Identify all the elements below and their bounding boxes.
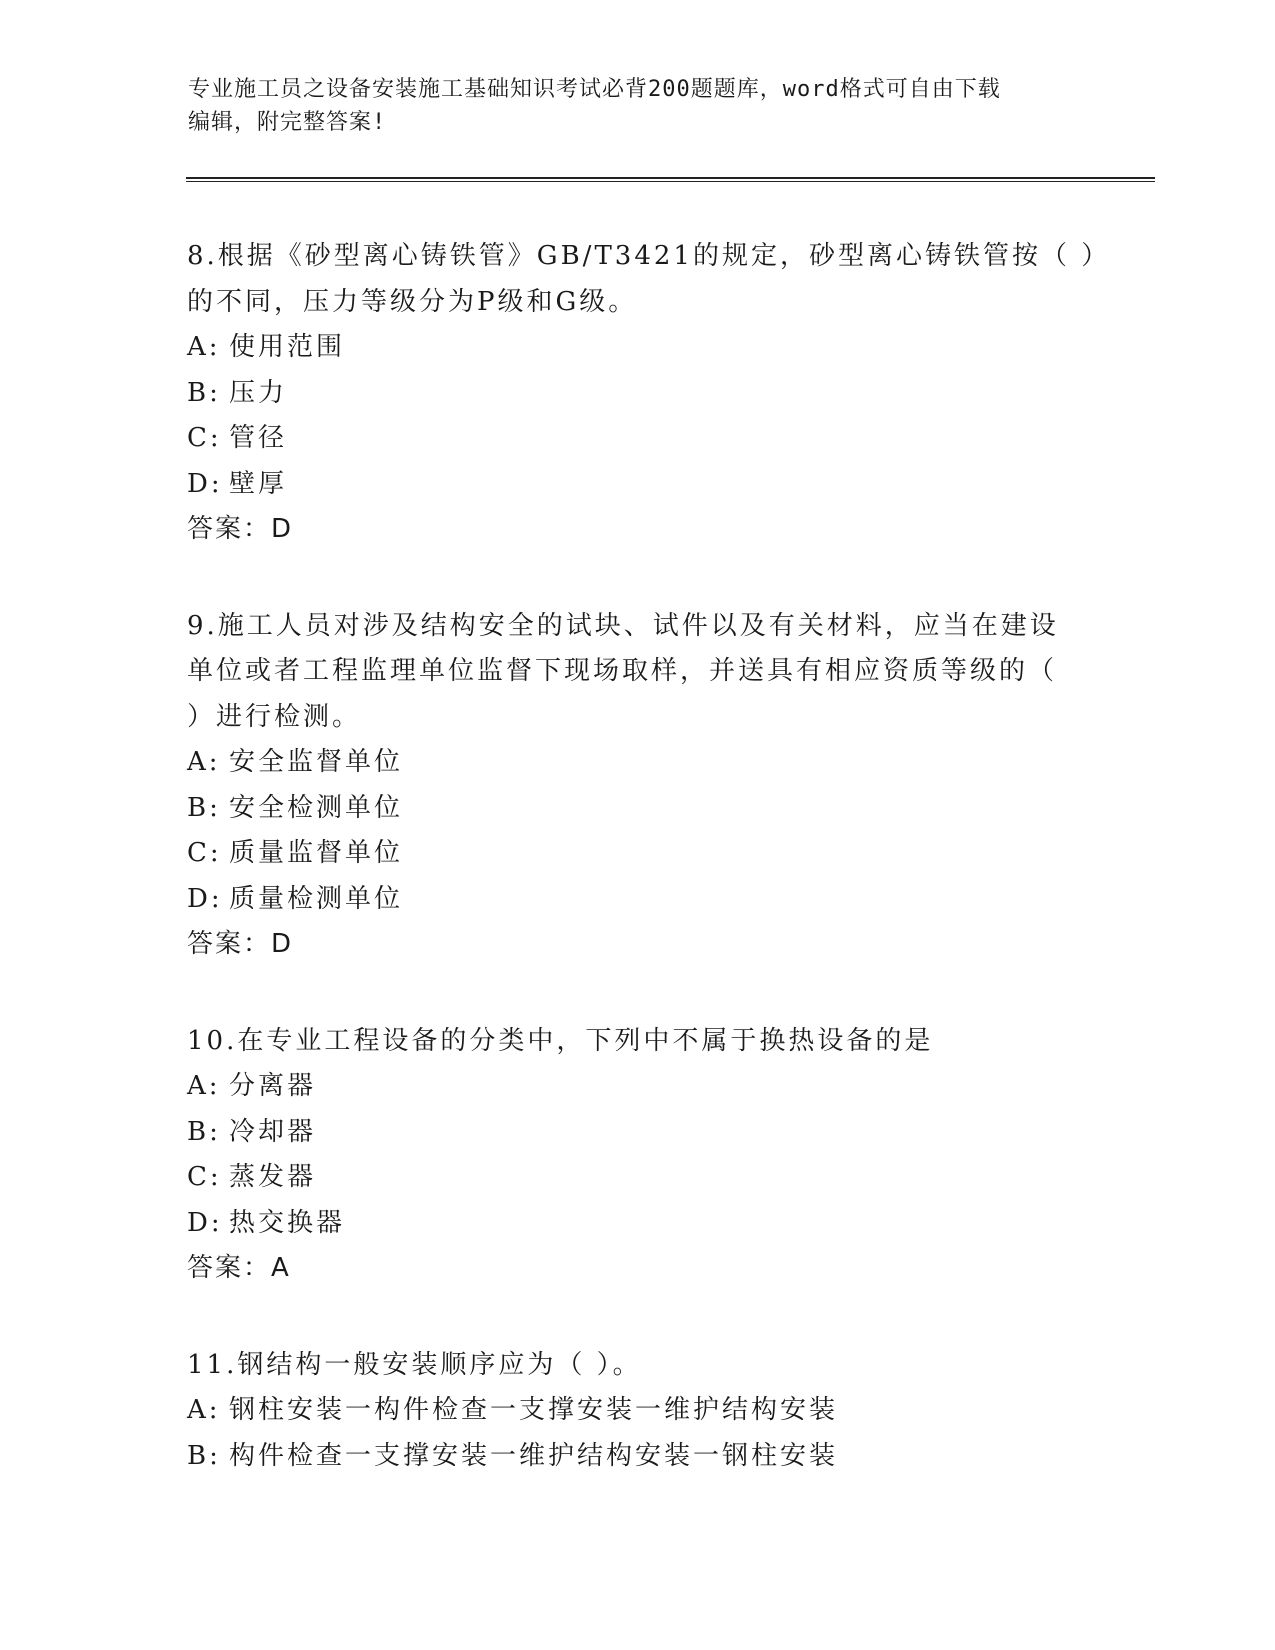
option-letter: B: — [187, 1116, 221, 1147]
option-b — [187, 786, 1087, 832]
option-text: 构件检查一支撑安装一维护结构安装一钢柱安装 — [229, 1440, 839, 1471]
option-letter: D: — [187, 883, 223, 914]
option-text: 使用范围 — [229, 332, 346, 362]
question-stem — [187, 1019, 1087, 1065]
option-letter: D: — [187, 468, 223, 499]
question-stem-line: 8.根据《砂型离心铸铁管》GB/T3421的规定，砂型离心铸铁管按（ ） — [187, 241, 1111, 271]
option-text: 压力 — [229, 377, 288, 408]
option-d — [187, 462, 1087, 508]
option-c — [187, 1155, 1087, 1201]
answer-line: 答案：D — [187, 514, 294, 544]
option-letter: A: — [187, 1395, 221, 1425]
option-b — [187, 1434, 1087, 1480]
option-a — [187, 1388, 1087, 1434]
option-text: 壁厚 — [229, 468, 288, 499]
question-stem-line: 的不同，压力等级分为P级和G级。 — [187, 286, 638, 317]
option-letter: A: — [187, 332, 221, 362]
question-stem-line: 11.钢结构一般安装顺序应为（ ）。 — [187, 1349, 642, 1380]
option-text: 分离器 — [229, 1071, 317, 1101]
option-letter: A: — [187, 1071, 221, 1101]
header-divider — [186, 177, 1155, 182]
header-title-line-1: 专业施工员之设备安装施工基础知识考试必背200题题库，word格式可自由下载 — [188, 77, 1001, 102]
question-10 — [187, 1019, 1087, 1292]
option-text: 安全监督单位 — [229, 747, 404, 777]
option-a — [187, 325, 1087, 371]
question-11 — [187, 1343, 1087, 1480]
question-stem-line: 单位或者工程监理单位监督下现场取样，并送具有相应资质等级的（ — [187, 656, 1058, 686]
option-letter: D: — [187, 1207, 223, 1238]
option-c — [187, 416, 1087, 462]
option-text: 钢柱安装一构件检查一支撑安装一维护结构安装 — [229, 1395, 839, 1425]
option-d — [187, 877, 1087, 923]
option-text: 管径 — [229, 423, 288, 453]
option-a — [187, 740, 1087, 786]
question-8 — [187, 234, 1111, 553]
option-letter: A: — [187, 747, 221, 777]
document-header — [188, 73, 1088, 139]
question-stem — [187, 234, 1111, 325]
answer-line: 答案：A — [187, 1253, 291, 1283]
question-stem — [187, 604, 1087, 741]
option-text: 冷却器 — [229, 1116, 317, 1147]
option-text: 质量监督单位 — [229, 838, 404, 868]
option-text: 蒸发器 — [229, 1162, 317, 1192]
answer-line: 答案：D — [187, 929, 294, 959]
option-letter: C: — [187, 1162, 222, 1192]
question-list — [187, 234, 1111, 1530]
header-title-line-2: 编辑，附完整答案! — [188, 110, 387, 135]
option-text: 质量检测单位 — [229, 883, 404, 914]
option-letter: B: — [187, 792, 221, 823]
option-b — [187, 371, 1087, 417]
option-letter: C: — [187, 838, 222, 868]
option-text: 热交换器 — [229, 1207, 346, 1238]
option-c — [187, 831, 1087, 877]
option-letter: B: — [187, 1440, 221, 1471]
question-stem — [187, 1343, 1087, 1389]
option-letter: C: — [187, 423, 222, 453]
question-stem-line: ）进行检测。 — [187, 701, 362, 732]
option-a — [187, 1064, 1087, 1110]
option-text: 安全检测单位 — [229, 792, 404, 823]
option-b — [187, 1110, 1087, 1156]
option-d — [187, 1201, 1087, 1247]
option-letter: B: — [187, 377, 221, 408]
question-stem-line: 9.施工人员对涉及结构安全的试块、试件以及有关材料，应当在建设 — [187, 610, 1059, 641]
question-9 — [187, 604, 1087, 968]
question-stem-line: 10.在专业工程设备的分类中，下列中不属于换热设备的是 — [187, 1025, 934, 1056]
